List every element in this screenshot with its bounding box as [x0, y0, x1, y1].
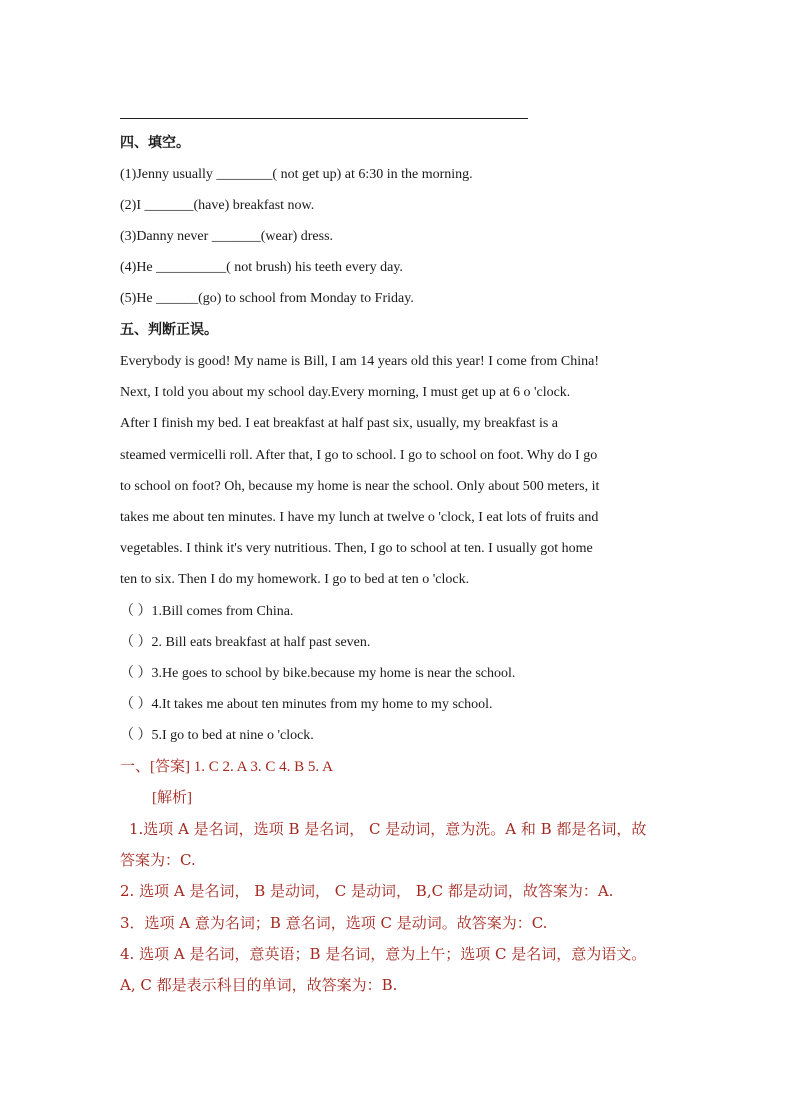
- top-divider: [120, 118, 528, 119]
- analysis-line: 1.选项 A 是名词，选项 B 是名词， C 是动词，意为洗。A 和 B 都是名词，故: [129, 820, 647, 838]
- passage-line: takes me about ten minutes. I have my lunch at twelve o 'clock, I eat lots of fruits and: [120, 510, 599, 525]
- analysis-line: 3．选项 A 意为名词；B 意名词，选项 C 是动词。故答案为：C.: [120, 914, 548, 932]
- true-false-question-1: （ ）1.Bill comes from China.: [120, 604, 294, 619]
- true-false-question-4: （ ）4.It takes me about ten minutes from my home to my school.: [120, 697, 493, 712]
- fill-blank-item-4: (4)He __________( not brush) his teeth every day.: [120, 260, 403, 275]
- passage-line: vegetables. I think it's very nutritious. Then, I go to school at ten. I usually got home: [120, 541, 593, 556]
- fill-blank-item-3: (3)Danny never _______(wear) dress.: [120, 229, 334, 244]
- true-false-question-5: （ ）5.I go to bed at nine o 'clock.: [120, 728, 314, 743]
- passage-line: ten to six. Then I do my homework. I go to bed at ten o 'clock.: [120, 572, 470, 587]
- section-4-heading: 四、填空。: [120, 135, 190, 151]
- true-false-question-3: （ ）3.He goes to school by bike.because my home is near the school.: [120, 666, 516, 681]
- fill-blank-item-5: (5)He ______(go) to school from Monday to Friday.: [120, 291, 414, 306]
- true-false-question-2: （ ）2. Bill eats breakfast at half past seven.: [120, 635, 371, 650]
- fill-blank-item-1: (1)Jenny usually ________( not get up) at 6:30 in the morning.: [120, 167, 473, 182]
- passage-line: Everybody is good! My name is Bill, I am 14 years old this year! I come from China!: [120, 354, 600, 369]
- passage-line: Next, I told you about my school day.Every morning, I must get up at 6 o 'clock.: [120, 385, 571, 400]
- passage-line: steamed vermicelli roll. After that, I go to school. I go to school on foot. Why do I go: [120, 448, 598, 463]
- fill-blank-item-2: (2)I _______(have) breakfast now.: [120, 198, 315, 213]
- analysis-label: [解析]: [152, 790, 192, 806]
- section-5-heading: 五、判断正误。: [120, 322, 218, 338]
- analysis-line: 答案为：C.: [120, 851, 196, 869]
- analysis-line: 2. 选项 A 是名词， B 是动词， C 是动词， B,C 都是动词，故答案为：A.: [120, 882, 614, 900]
- passage-line: to school on foot? Oh, because my home is near the school. Only about 500 meters, it: [120, 479, 600, 494]
- analysis-line: A, C 都是表示科目的单词，故答案为：B.: [120, 976, 398, 994]
- passage-line: After I finish my bed. I eat breakfast at half past six, usually, my breakfast is a: [120, 416, 559, 431]
- analysis-line: 4. 选项 A 是名词，意英语；B 是名词，意为上午；选项 C 是名词，意为语文。: [120, 945, 647, 963]
- answer-key-header: 一、[答案] 1. C 2. A 3. C 4. B 5. A: [120, 759, 333, 775]
